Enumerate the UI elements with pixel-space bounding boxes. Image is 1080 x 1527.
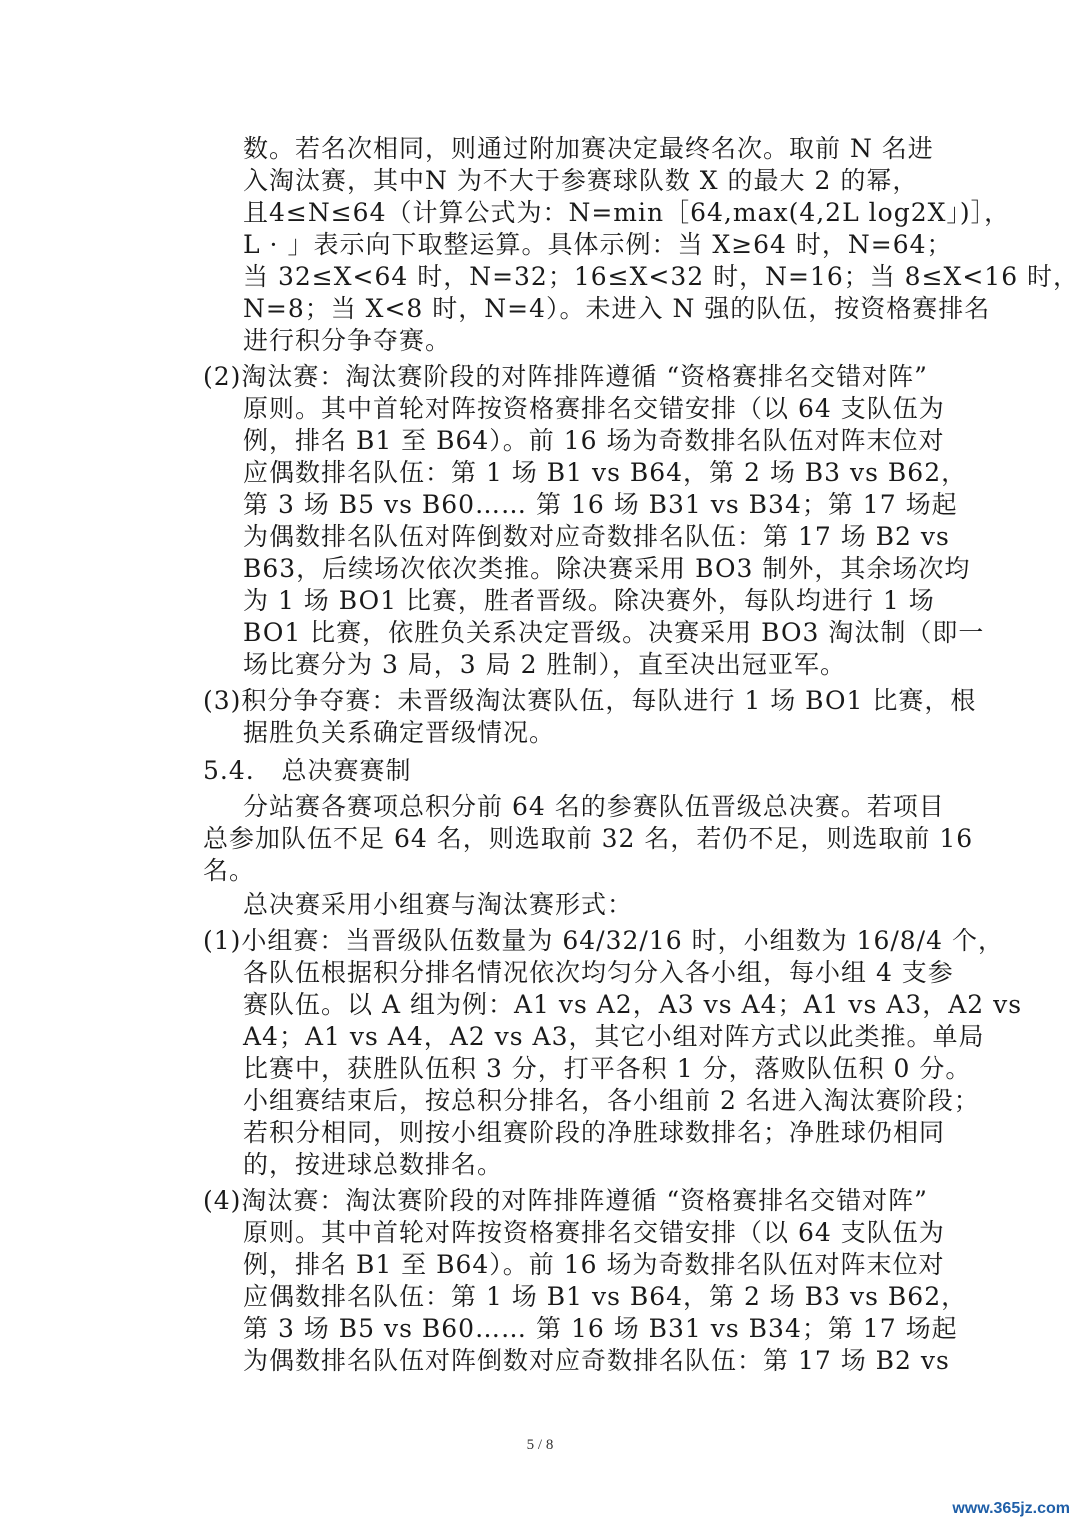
paragraph-line: A4；A1 vs A4，A2 vs A3，其它小组对阵方式以此类推。单局 bbox=[243, 1022, 985, 1051]
paragraph-line: 进行积分争夺赛。 bbox=[243, 326, 452, 355]
paragraph-line: 场比赛分为 3 局，3 局 2 胜制），直至决出冠亚军。 bbox=[243, 650, 846, 679]
list-item-4-line: (4)淘汰赛：淘汰赛阶段的对阵排阵遵循 “资格赛排名交错对阵” bbox=[203, 1186, 928, 1215]
paragraph-line: 为偶数排名队伍对阵倒数对应奇数排名队伍：第 17 场 B2 vs bbox=[243, 522, 950, 551]
paragraph-line: L · 」表示向下取整运算。具体示例：当 X≥64 时，N=64； bbox=[243, 230, 953, 259]
paragraph-line: 例，排名 B1 至 B64）。前 16 场为奇数排名队伍对阵末位对 bbox=[243, 1250, 945, 1279]
paragraph-line: 比赛中，获胜队伍积 3 分，打平各积 1 分，落败队伍积 0 分。 bbox=[243, 1054, 972, 1083]
paragraph-line: 第 3 场 B5 vs B60…… 第 16 场 B31 vs B34；第 17 场起 bbox=[243, 490, 958, 519]
paragraph-line: 应偶数排名队伍：第 1 场 B1 vs B64，第 2 场 B3 vs B62， bbox=[243, 1282, 968, 1311]
paragraph-line: 且4≤N≤64（计算公式为：N=min［64,max(4,2L log2X」)］， bbox=[243, 198, 1011, 227]
list-item-1-line: (1)小组赛：当晋级队伍数量为 64/32/16 时，小组数为 16/8/4 个， bbox=[203, 926, 1004, 955]
list-item-2-line: (2)淘汰赛：淘汰赛阶段的对阵排阵遵循 “资格赛排名交错对阵” bbox=[203, 362, 928, 391]
section-heading: 5.4. 总决赛赛制 bbox=[203, 756, 412, 785]
paragraph-line: 分站赛各赛项总积分前 64 名的参赛队伍晋级总决赛。若项目 bbox=[243, 792, 945, 821]
paragraph-line: 入淘汰赛，其中N 为不大于参赛球队数 X 的最大 2 的幂， bbox=[243, 166, 919, 195]
paragraph-line: BO1 比赛，依胜负关系决定晋级。决赛采用 BO3 淘汰制（即一 bbox=[243, 618, 985, 647]
paragraph-line: 的，按进球总数排名。 bbox=[243, 1150, 504, 1179]
paragraph-line: 为偶数排名队伍对阵倒数对应奇数排名队伍：第 17 场 B2 vs bbox=[243, 1346, 950, 1375]
paragraph-line: 若积分相同，则按小组赛阶段的净胜球数排名；净胜球仍相同 bbox=[243, 1118, 946, 1147]
paragraph-line: 名。 bbox=[203, 856, 256, 885]
paragraph-line: 原则。其中首轮对阵按资格赛排名交错安排（以 64 支队伍为 bbox=[243, 1218, 945, 1247]
paragraph-line: 各队伍根据积分排名情况依次均匀分入各小组，每小组 4 支参 bbox=[243, 958, 954, 987]
paragraph-line: 原则。其中首轮对阵按资格赛排名交错安排（以 64 支队伍为 bbox=[243, 394, 945, 423]
page-number: 5 / 8 bbox=[526, 1437, 554, 1453]
paragraph-line: 总决赛采用小组赛与淘汰赛形式： bbox=[243, 890, 634, 919]
paragraph-line: 小组赛结束后，按总积分排名，各小组前 2 名进入淘汰赛阶段； bbox=[243, 1086, 980, 1115]
paragraph-line: 第 3 场 B5 vs B60…… 第 16 场 B31 vs B34；第 17 场起 bbox=[243, 1314, 958, 1343]
paragraph-line: N=8；当 X<8 时，N=4）。未进入 N 强的队伍，按资格赛排名 bbox=[243, 294, 991, 323]
paragraph-line: 总参加队伍不足 64 名，则选取前 32 名，若仍不足，则选取前 16 bbox=[203, 824, 974, 853]
paragraph-line: 例，排名 B1 至 B64）。前 16 场为奇数排名队伍对阵末位对 bbox=[243, 426, 945, 455]
paragraph-line: 为 1 场 BO1 比赛，胜者晋级。除决赛外，每队均进行 1 场 bbox=[243, 586, 935, 615]
paragraph-line: B63，后续场次依次类推。除决赛采用 BO3 制外，其余场次均 bbox=[243, 554, 971, 583]
paragraph-line: 当 32≤X<64 时，N=32；16≤X<32 时，N=16；当 8≤X<16 时， bbox=[243, 262, 1080, 291]
paragraph-line: 据胜负关系确定晋级情况。 bbox=[243, 718, 556, 747]
paragraph-line: 应偶数排名队伍：第 1 场 B1 vs B64，第 2 场 B3 vs B62， bbox=[243, 458, 968, 487]
paragraph-line: 赛队伍。以 A 组为例：A1 vs A2，A3 vs A4；A1 vs A3，A2 vs bbox=[243, 990, 1023, 1019]
paragraph-line: 数。若名次相同，则通过附加赛决定最终名次。取前 N 名进 bbox=[243, 134, 934, 163]
list-item-3-line: (3)积分争夺赛：未晋级淘汰赛队伍，每队进行 1 场 BO1 比赛，根 bbox=[203, 686, 977, 715]
watermark: www.365jz.com bbox=[952, 1500, 1070, 1517]
